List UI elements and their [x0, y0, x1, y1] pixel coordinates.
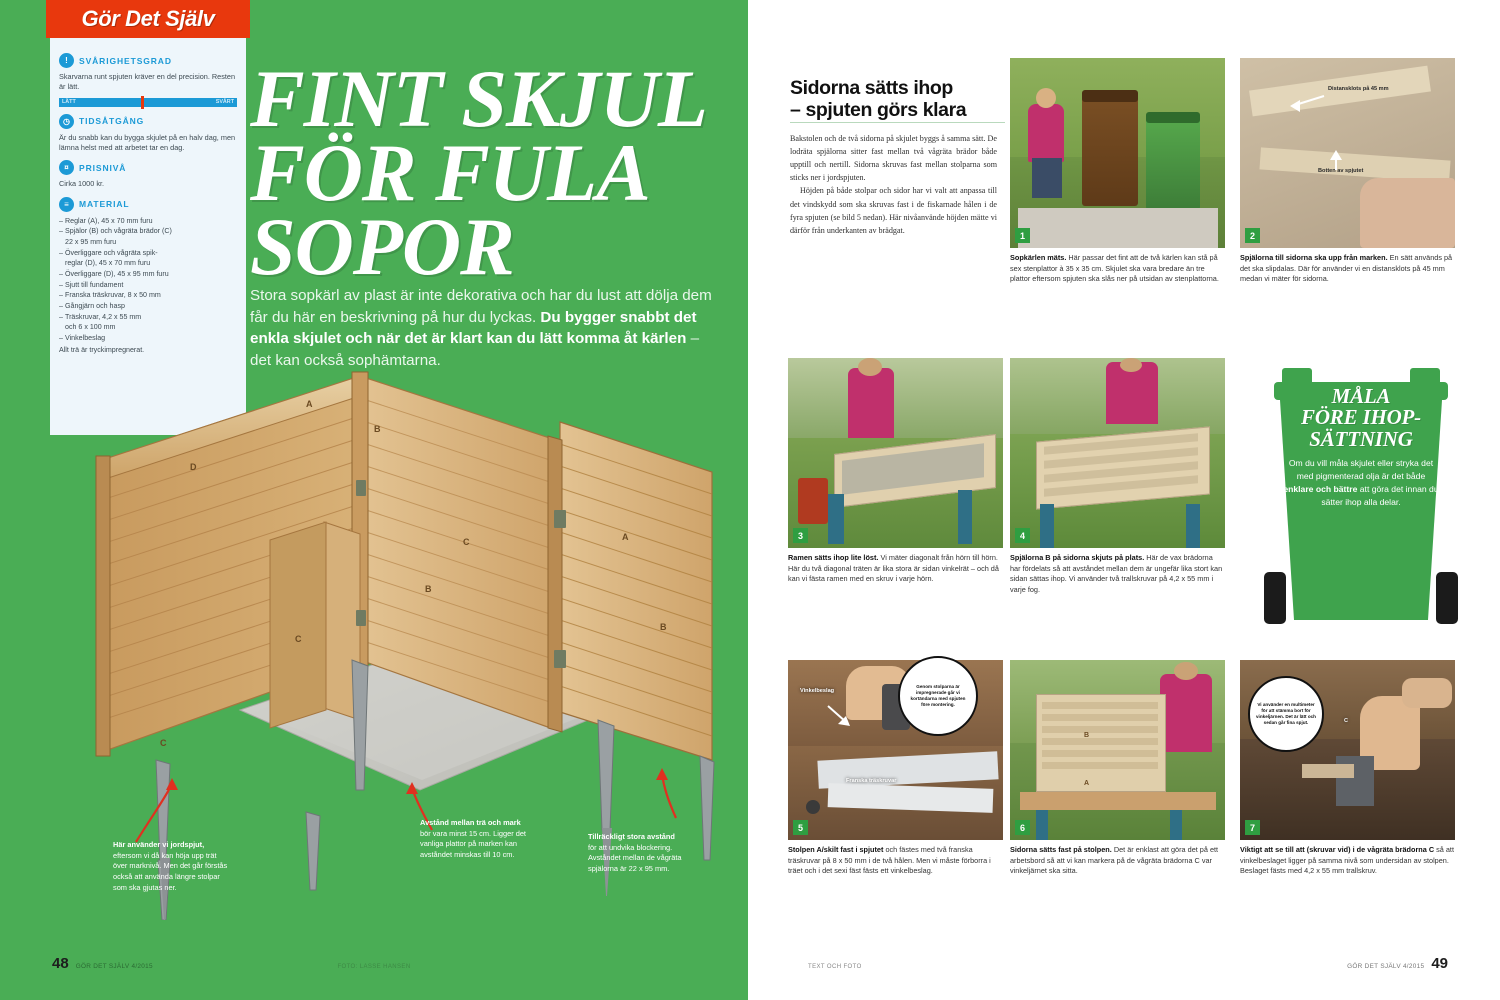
material-item: – Träskruvar, 4,2 x 55 mm	[59, 312, 237, 323]
info-title-price: PRISNIVÅ	[79, 162, 127, 173]
photo-label-5b: Franska träskruvar	[846, 778, 897, 784]
step-caption-5	[788, 845, 1003, 877]
paint-tip-title-line-1: MÅLA	[1331, 384, 1391, 408]
paint-tip-text-b: att göra det innan du sätter ihop alla delar.	[1321, 484, 1439, 508]
step-caption-3	[788, 553, 1003, 585]
meter-label-hard: SVÅRT	[215, 98, 234, 105]
callout-title: Tillräckligt stora avstånd	[588, 832, 675, 841]
step-text-5: och fästes med två franska träskruvar på 8 x 50 mm i de två hålen. Men vi måste förborra i träet och i det sexi fäst fästs ett vinkelbeslag.	[788, 845, 991, 876]
material-item: – Spjälor (B) och vågräta brädor (C)	[59, 226, 237, 237]
callout-text: eftersom vi då kan höja upp trät över marknivå. Men det går förstås också att använda längre stolpar som ska gjutas ner.	[113, 850, 228, 892]
photo-label-2b: Botten av spjutet	[1318, 168, 1364, 174]
step-photo-3	[788, 358, 1003, 548]
info-section-materials	[59, 197, 237, 212]
paint-tip-text-bold: enklare och bättre	[1283, 484, 1358, 495]
step-cell-4	[1010, 358, 1225, 595]
callout-text: bör vara minst 15 cm. Ligger det vanliga plattor på marken kan avståndet minskas till 10 cm.	[420, 828, 526, 860]
paint-tip-text	[1282, 386, 1440, 509]
paint-tip-body	[1282, 457, 1440, 509]
info-text-time: Är du snabb kan du bygga skjulet på en halv dag, men lämna helst med att arbetet tar en dag.	[59, 132, 236, 153]
section-body	[790, 132, 997, 237]
info-text-price: Cirka 1000 kr.	[59, 179, 105, 189]
folio-text-left: GÖR DET SJÄLV 4/2015	[75, 963, 153, 970]
step-caption-4	[1010, 553, 1225, 595]
step-badge-3: 3	[793, 528, 808, 543]
step-badge-4: 4	[1015, 528, 1030, 543]
step-text-4: Här de vax brädorna har fördelats så att avståndet mellan dem är ungefär lika stort kan sidan sättas ihop. Vi använder två trallskruvar på 4,2 x 55 mm i varje fog.	[1010, 553, 1223, 594]
intro-text-bold: Du bygger snabbt det enkla skjulet och när det är klart kan du lätt komma åt kärlen	[250, 308, 697, 348]
headline-line-1: FINT SKJUL	[250, 53, 708, 144]
meter-label-easy: LÄTT	[62, 98, 76, 105]
svg-text:C: C	[463, 537, 470, 547]
headline-line-2: FÖR FULA	[250, 126, 650, 218]
material-item: – Gångjärn och hasp	[59, 301, 237, 312]
page-title	[250, 53, 720, 292]
info-title-time: TIDSÅTGÅNG	[79, 116, 145, 127]
intro-paragraph	[250, 285, 720, 371]
step-badge-1: 1	[1015, 228, 1030, 243]
paint-tip-title-line-2: FÖRE IHOP-	[1301, 405, 1421, 430]
paint-tip-title	[1282, 386, 1440, 450]
page-number-left: 48	[52, 955, 69, 972]
section-heading-line-1: Sidorna sätts ihop	[790, 77, 953, 100]
info-section-difficulty	[59, 53, 237, 68]
svg-text:A: A	[306, 399, 313, 409]
illustration-callout-3	[588, 832, 700, 875]
step-badge-2: 2	[1245, 228, 1260, 243]
section-heading-line-2: – spjuten görs klara	[790, 99, 967, 121]
folio-left	[52, 955, 153, 972]
credit-left: FOTO: LASSE HANSEN	[337, 964, 411, 970]
svg-text:B: B	[374, 424, 381, 434]
body-paragraph: Höjden på både stolpar och sidor har vi valt att anpassa till det vindskydd som ska skruvas fast i de fiskarnade hålen i de fyra spjuten (se bild 5 nedan). Här nivåanvände höjden mätte vi därför från underkanten av brädgat.	[790, 186, 997, 235]
credit-right: TEXT OCH FOTO	[808, 964, 862, 970]
material-item: och 6 x 100 mm	[65, 323, 116, 332]
meter-marker	[141, 96, 144, 109]
clock-icon: ◷	[59, 114, 74, 129]
step-caption-1	[1010, 253, 1225, 285]
step-photo-2	[1240, 58, 1455, 248]
headline-line-3: SOPOR	[250, 200, 514, 292]
material-item: reglar (D), 45 x 70 mm furu	[65, 259, 151, 268]
photo-letter-A: A	[1084, 780, 1090, 787]
step-photo-1	[1010, 58, 1225, 248]
illustration-callout-2	[420, 818, 548, 861]
info-section-price	[59, 160, 237, 175]
body-paragraph: Bakstolen och de två sidorna på skjulet byggs å samma sätt. De lodräta spjälorna sitter fast mellan två vågräta brädor både upptill och nertill. Sidorna skruvas fast mellan stolparna som sticks ner i jordspjuten.	[790, 134, 997, 183]
step-photo-6	[1010, 660, 1225, 840]
info-title-difficulty: SVÅRIGHETSGRAD	[79, 55, 172, 66]
step-badge-5: 5	[793, 820, 808, 835]
svg-text:D: D	[190, 462, 197, 472]
photo-label-2a: Distansklots på 45 mm	[1328, 86, 1389, 92]
photo-label-5a: Vinkelbeslag	[800, 688, 835, 694]
paint-tip-text-a: Om du vill måla skjulet eller stryka det med pigmenterad olja är det både	[1288, 458, 1434, 482]
step-text-3: Vi mäter diagonalt från hörn till hörn. Här du två diagonal träten är lika stora är sidan vinkelrät – och då kan vi fästa ramen med en skruv i varje hörn.	[788, 553, 999, 584]
step-caption-7	[1240, 845, 1455, 877]
step-cell-2	[1240, 58, 1455, 285]
material-item: – Vinkelbeslag	[59, 333, 237, 344]
step-photo-4	[1010, 358, 1225, 548]
photo-letter-C: C	[1344, 718, 1349, 724]
svg-text:C: C	[295, 634, 302, 644]
info-text-difficulty: Skarvarna runt spjuten kräver en del precision. Resten är lätt.	[59, 72, 236, 92]
masthead	[46, 0, 250, 38]
left-page	[0, 0, 748, 1000]
material-item: – Franska träskruvar, 8 x 50 mm	[59, 290, 237, 301]
svg-text:A: A	[622, 532, 629, 542]
materials-footer: Allt trä är tryckimpregnerat.	[59, 346, 145, 355]
page-number-right: 49	[1431, 955, 1448, 972]
material-item: – Reglar (A), 45 x 70 mm furu	[59, 216, 237, 227]
intro-text-a: Stora sopkärl av plast är inte dekorativa och har du lust att dölja dem får du här en beskrivning på hur du lyckas.	[250, 287, 712, 326]
step-text-2: En sätt används på det ska slipdalas. Där för använder vi en distansklots på 45 mm medan vi mäter för sidorna.	[1240, 253, 1453, 284]
material-item: – Överliggare och vågräta spik-	[59, 248, 237, 259]
step-text-1: Här passar det fint att de två kärlen kan stå på sex stenplattor à 35 x 35 cm. Skjulet ska vara bredare än tre plattor eftersom spjuten ska slås ner på utsidan av stenplattorna.	[1010, 253, 1219, 284]
callout-text: för att undvika blockering. Avståndet mellan de vågräta spjälorna är 22 x 95 mm.	[588, 842, 682, 874]
material-item: – Sjutt till fundament	[59, 280, 237, 291]
svg-text:C: C	[160, 738, 167, 748]
step-text-7: så att vinkelbeslaget ligger på samma nivå som undersidan av stolpen. Beslaget fästs med 4,2 x 55 mm trallskruv.	[1240, 845, 1454, 876]
materials-list	[59, 216, 237, 344]
step-caption-6	[1010, 845, 1225, 877]
callout-title: Avstånd mellan trä och mark	[420, 818, 521, 827]
callout-title: Här använder vi jordspjut,	[113, 840, 205, 849]
heading-divider	[790, 122, 1005, 123]
step-text-6: Det är enklast att göra det på ett arbetsbord så att vi kan markera på de vågräta brädorna C var vinkeljärnet ska sitta.	[1010, 845, 1219, 876]
svg-text:B: B	[425, 584, 432, 594]
step-badge-7: 7	[1245, 820, 1260, 835]
step-cell-6	[1010, 660, 1225, 877]
masthead-label: Gör Det Själv	[81, 6, 215, 31]
material-item: 22 x 95 mm furu	[65, 238, 117, 247]
tip-bubble-7: Vi använder en multimeter för att stämma bort för vinkeljärnen. Det är lätt och sedan går fina spjut.	[1248, 676, 1324, 752]
folio-text-right: GÖR DET SJÄLV 4/2015	[1347, 963, 1425, 970]
folio-right	[1347, 955, 1448, 972]
step-title-4: Spjälorna B på sidorna skjuts på plats.	[1010, 553, 1145, 562]
materials-icon: ≡	[59, 197, 74, 212]
step-title-5: Stolpen A/skilt fast i spjutet	[788, 845, 884, 854]
step-title-6: Sidorna sätts fast på stolpen.	[1010, 845, 1112, 854]
paint-tip-title-line-3: SÄTTNING	[1309, 426, 1413, 451]
price-icon: ¤	[59, 160, 74, 175]
difficulty-icon: !	[59, 53, 74, 68]
step-badge-6: 6	[1015, 820, 1030, 835]
step-caption-2	[1240, 253, 1455, 285]
step-title-3: Ramen sätts ihop lite löst.	[788, 553, 879, 562]
section-heading	[790, 78, 1005, 122]
step-title-7: Viktigt att se till att (skruvar vid) i de vågräta brädorna C	[1240, 845, 1435, 854]
photo-arrows-2	[1240, 58, 1455, 248]
info-section-time	[59, 114, 237, 129]
illustration-callout-1	[113, 840, 231, 894]
svg-text:B: B	[660, 622, 667, 632]
difficulty-meter	[59, 98, 237, 107]
step-cell-3	[788, 358, 1003, 585]
intro-text-b: – det kan också sophämtarna.	[250, 330, 700, 369]
photo-letter-B: B	[1084, 732, 1090, 739]
tip-bubble-5: Genom stolparna är impregnerade går vi kortändarna med spjuten före montering.	[898, 656, 978, 736]
step-title-2: Spjälorna till sidorna ska upp från marken.	[1240, 253, 1388, 262]
info-title-materials: MATERIAL	[79, 199, 130, 210]
material-item: – Överliggare (D), 45 x 95 mm furu	[59, 269, 237, 280]
step-title-1: Sopkärlen mäts.	[1010, 253, 1067, 262]
step-cell-1	[1010, 58, 1225, 285]
